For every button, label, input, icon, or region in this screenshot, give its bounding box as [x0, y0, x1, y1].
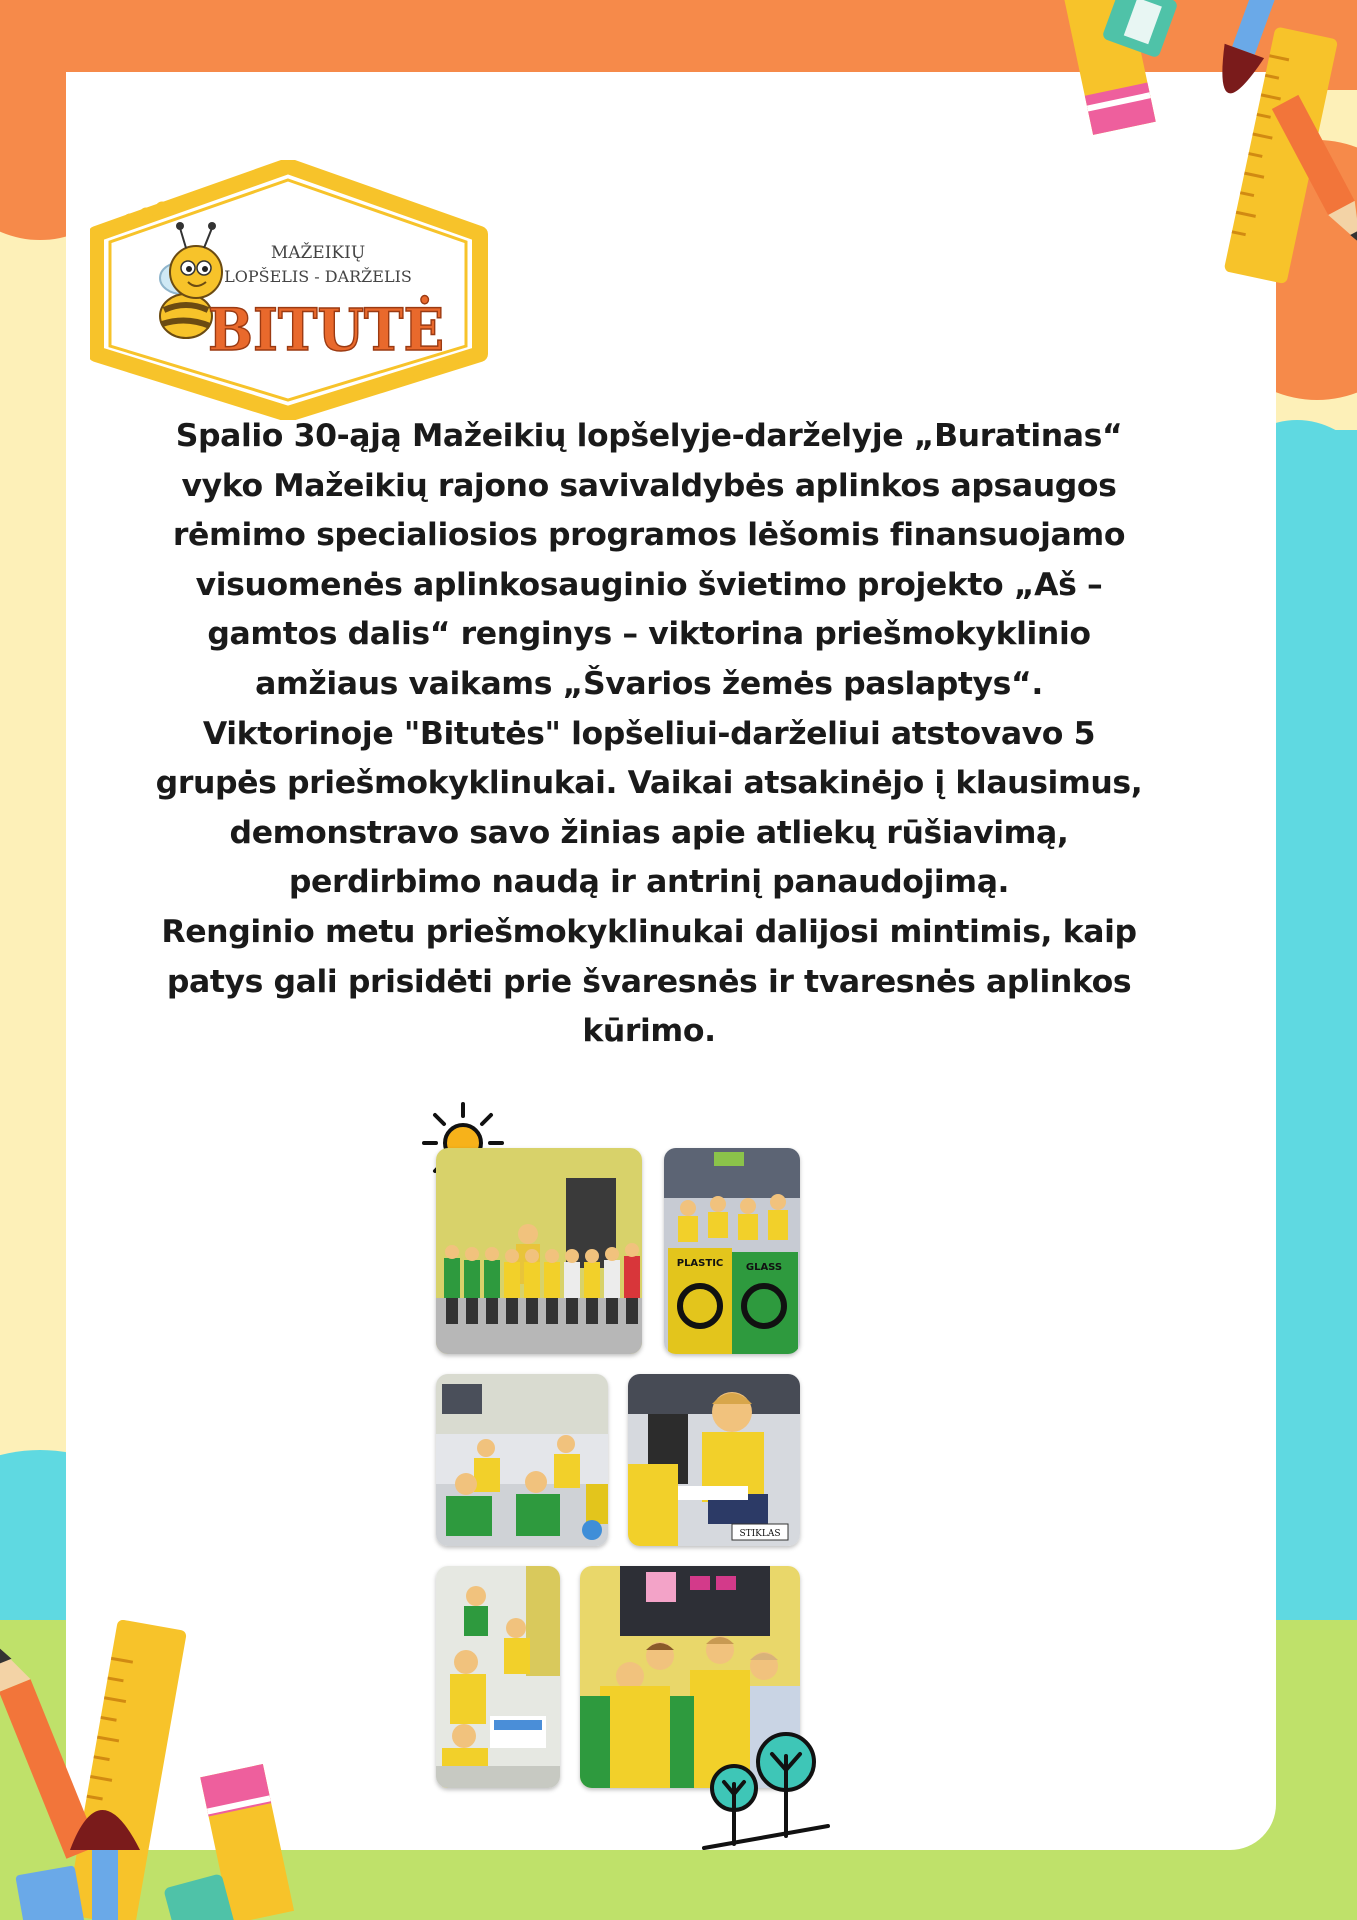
- stationery-decoration-top-right: [1050, 0, 1357, 300]
- article-paragraph-2: Viktorinoje "Bitutės" lopšeliui-darželiui atstovavo 5 grupės priešmokyklinukai. Vaikai atsakinėjo į klausimus, demonstravo savo žinias apie atliekų rūšiavimą, perdirbimo naudą ir antrinį panaudojimą.: [155, 715, 1143, 901]
- background-right-cyan-band: [1267, 430, 1357, 1680]
- logo-line2: LOPŠELIS - DARŽELIS: [224, 267, 412, 286]
- bin-plastic-label: PLASTIC: [676, 1258, 724, 1269]
- photo-children-standing: [436, 1148, 642, 1354]
- photo-child-sign-stiklas: [628, 1374, 800, 1546]
- sign-stiklas-label: STIKLAS: [739, 1529, 781, 1539]
- article-paragraph-1: Spalio 30-ąją Mažeikių lopšelyje-darželyje „Buratinas“ vyko Mažeikių rajono savivaldybės aplinkos apsaugos rėmimo specialiosios programos lėšomis finansuojamo visuomenės aplinkosauginio švietimo projekto „Aš – gamtos dalis“ renginys – viktorina priešmokyklinio amžiaus vaikams „Švarios žemės paslaptys“.: [172, 418, 1126, 702]
- photo-children-playing-floor: [436, 1566, 560, 1788]
- article-text: [150, 412, 1148, 1057]
- trees-icon: [700, 1726, 840, 1852]
- stationery-decoration-bottom-left: [0, 1620, 300, 1920]
- logo-line1: MAŽEIKIŲ: [270, 243, 366, 263]
- photo-recycling-bins: [664, 1148, 800, 1354]
- article-paragraph-3: Renginio metu priešmokyklinukai dalijosi mintimis, kaip patys gali prisidėti prie švaresnės ir tvaresnės aplinkos kūrimo.: [161, 913, 1137, 1050]
- photo-children-sorting: [436, 1374, 608, 1546]
- bin-glass-label: GLASS: [745, 1262, 783, 1273]
- school-logo: [90, 160, 490, 420]
- logo-name: BITUTĖ: [208, 296, 466, 364]
